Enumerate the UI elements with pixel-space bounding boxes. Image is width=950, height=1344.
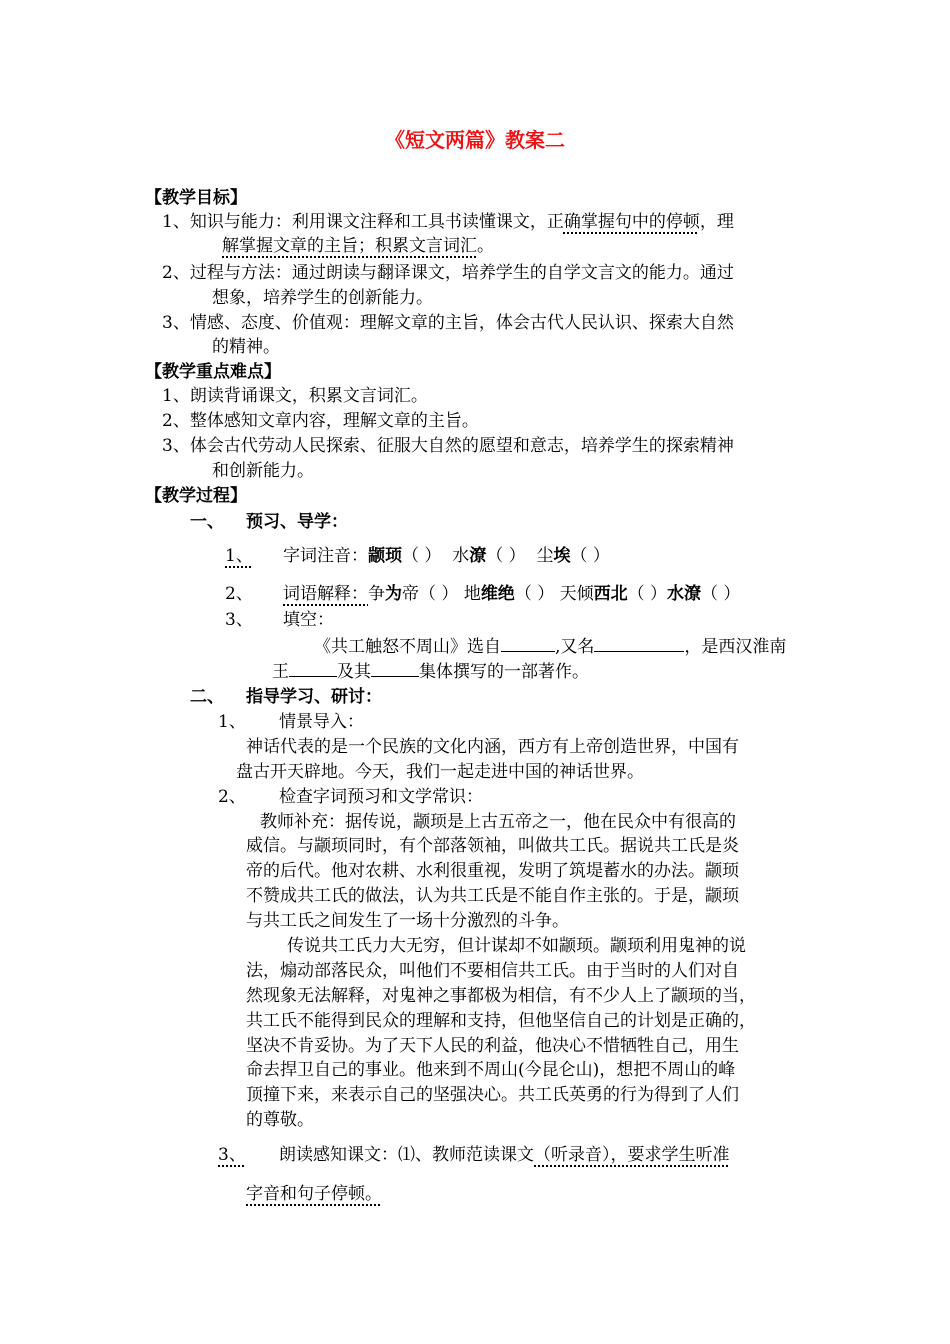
blank-group[interactable] — [371, 660, 419, 677]
keypoint-3-line-1: 3、体会古代劳动人民探索、征服大自然的愿望和意志，培养学生的探索精神 — [162, 436, 734, 456]
keypoint-2: 2、整体感知文章内容，理解文章的主旨。 — [162, 411, 479, 431]
fill-blank-line-1: 《共工触怒不周山》选自 ,又名 ，是西汉淮南 — [314, 637, 787, 657]
goal-1-line-1: 1、知识与能力：利用课文注释和工具书读懂课文，正确掌握句中的停顿，理 — [162, 212, 734, 232]
supplement-line-1: 教师补充：据传说，颛顼是上古五帝之一，他在民众中有很高的 — [260, 812, 736, 832]
legend-line-6: 命去捍卫自己的事业。他来到不周山(今昆仑山)，想把不周山的峰 — [246, 1060, 736, 1080]
item-b-word-explanation: 词语解释：争为帝（ ） 地维绝（ ） 天倾西北（ ）水潦（ ） — [283, 584, 741, 604]
intro-line-1: 神话代表的是一个民族的文化内涵，西方有上帝创造世界，中国有 — [246, 737, 739, 757]
section-teaching-goals: 【教学目标】 — [145, 188, 247, 208]
blank-king[interactable] — [289, 660, 337, 677]
keypoint-3-line-2: 和创新能力。 — [212, 461, 314, 481]
item-b-number: 2、 — [225, 584, 253, 604]
legend-line-5: 坚决不肯妥协。为了天下人民的利益，他决心不惜牺牲自己，用生 — [246, 1036, 739, 1056]
fill-blank-line-2: 王 及其 集体撰写的一部著作。 — [272, 662, 589, 682]
supplement-line-5: 与共工氏之间发生了一场十分激烈的斗争。 — [246, 911, 569, 931]
item-g-line-2: 字音和句子停顿。 — [246, 1184, 382, 1204]
item-g-line-1: 朗读感知课文：⑴、教师范读课文（听录音），要求学生听准 — [279, 1145, 730, 1165]
legend-line-2: 法，煽动部落民众，叫他们不要相信共工氏。由于当时的人们对自 — [246, 961, 739, 981]
item-c-number: 3、 — [225, 610, 253, 630]
part-2-title: 指导学习、研讨： — [246, 687, 382, 707]
item-e-label: 检查字词预习和文学常识： — [279, 787, 483, 807]
section-key-points: 【教学重点难点】 — [145, 362, 281, 382]
supplement-line-4: 不赞成共工氏的做法，认为共工氏是不能自作主张的。于是，颛顼 — [246, 886, 739, 906]
section-teaching-process: 【教学过程】 — [145, 486, 247, 506]
legend-line-1: 传说共工氏力大无穷，但计谋却不如颛顼。颛顼利用鬼神的说 — [287, 936, 746, 956]
item-d-label: 情景导入： — [279, 712, 364, 732]
keypoint-1: 1、朗读背诵课文，积累文言词汇。 — [162, 386, 428, 406]
goal-1-line-2: 解掌握文章的主旨；积累文言词汇。 — [222, 236, 494, 256]
item-a-pronunciation: 字词注音：颛顼（ ） 水潦（ ） 尘埃（ ） — [283, 546, 610, 566]
part-1-title: 预习、导学： — [246, 512, 348, 532]
part-1-number: 一、 — [190, 512, 224, 532]
goal-2-line-1: 2、过程与方法：通过朗读与翻译课文，培养学生的自学文言文的能力。通过 — [162, 263, 734, 283]
legend-line-8: 的尊敬。 — [246, 1110, 314, 1130]
legend-line-7: 顶撞下来，来表示自己的坚强决心。共工氏英勇的行为得到了人们 — [246, 1085, 739, 1105]
blank-source[interactable] — [501, 635, 555, 652]
goal-3-line-1: 3、情感、态度、价值观：理解文章的主旨，体会古代人民认识、探索大自然 — [162, 313, 734, 333]
item-e-number: 2、 — [218, 787, 246, 807]
part-2-number: 二、 — [190, 687, 224, 707]
legend-line-3: 然现象无法解释，对鬼神之事都极为相信，有不少人上了颛顼的当， — [246, 986, 756, 1006]
item-a-number: 1、 — [225, 546, 253, 566]
blank-alias[interactable] — [594, 635, 684, 652]
legend-line-4: 共工氏不能得到民众的理解和支持，但他坚信自己的计划是正确的， — [246, 1011, 756, 1031]
item-d-number: 1、 — [218, 712, 246, 732]
goal-3-line-2: 的精神。 — [212, 337, 280, 357]
item-g-number: 3、 — [218, 1145, 246, 1165]
document-title: 《短文两篇》教案二 — [385, 128, 565, 152]
intro-line-2: 盘古开天辟地。今天，我们一起走进中国的神话世界。 — [236, 762, 644, 782]
supplement-line-3: 帝的后代。他对农耕、水利很重视，发明了筑堤蓄水的办法。颛顼 — [246, 861, 739, 881]
item-c-label: 填空： — [283, 610, 334, 630]
supplement-line-2: 威信。与颛顼同时，有个部落领袖，叫做共工氏。据说共工氏是炎 — [246, 836, 739, 856]
goal-2-line-2: 想象，培养学生的创新能力。 — [212, 288, 433, 308]
